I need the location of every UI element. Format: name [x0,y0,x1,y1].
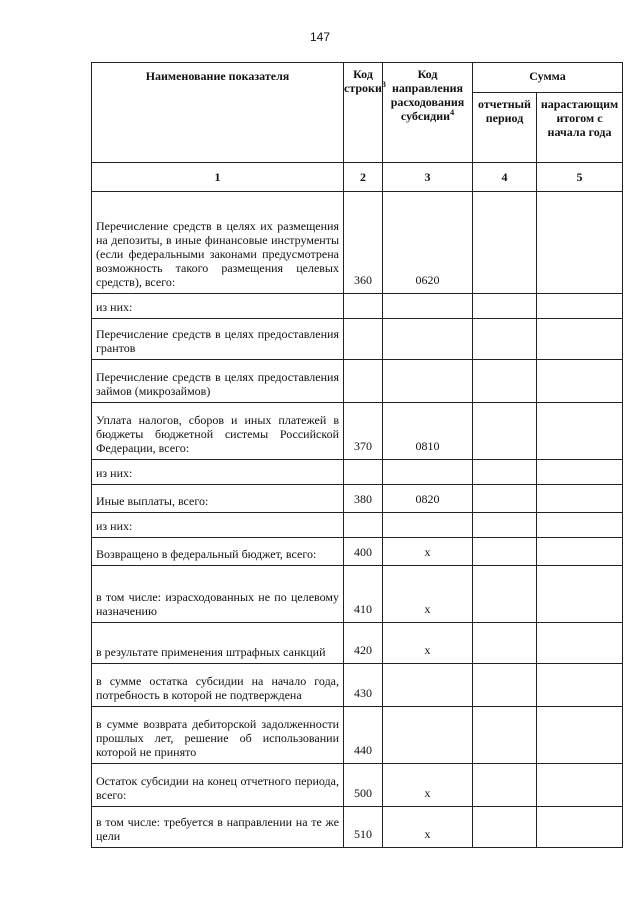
row-name: Перечисление средств в целях их размещения на депозиты, в иные финансовые инструменты (если федеральными законами предусмотрена возможность такого размещения целевых средств), всего: [92,192,344,294]
table-row [92,403,623,460]
row-name: Остаток субсидии на конец отчетного периода, всего: [92,764,344,807]
column-number: 3 [383,163,473,192]
row-code: 370 [344,403,383,460]
header-cumulative: нарастающим итогом с начала года [537,93,623,163]
table-row [92,764,623,807]
table-row [92,485,623,513]
column-number: 2 [344,163,383,192]
table-row [92,192,623,294]
header-row-code: Код строки$^3$ [344,63,383,163]
row-code: 420 [344,623,383,664]
row-code [344,460,383,485]
row-cumulative [537,294,623,319]
table-row [92,566,623,623]
row-direction-code: x [383,566,473,623]
row-code: 360 [344,192,383,294]
table-row [92,294,623,319]
row-code [344,360,383,403]
row-code: 400 [344,538,383,566]
row-cumulative [537,664,623,707]
row-code: 410 [344,566,383,623]
row-direction-code: x [383,807,473,848]
table-row [92,460,623,485]
column-number: 5 [537,163,623,192]
row-name: из них: [92,513,344,538]
header-reporting-period: отчетный период [473,93,537,163]
table-row [92,513,623,538]
table-row [92,807,623,848]
row-cumulative [537,403,623,460]
row-direction-code [383,664,473,707]
row-name: Уплата налогов, сборов и иных платежей в бюджеты бюджетной системы Российской Федерации, всего: [92,403,344,460]
row-reporting-period [473,460,537,485]
row-direction-code: 0810 [383,403,473,460]
column-numbers-row [92,163,623,192]
report-table [91,62,623,848]
row-cumulative [537,764,623,807]
row-reporting-period [473,764,537,807]
table-row [92,623,623,664]
footnote-marker: 3 [381,80,386,89]
row-code: 440 [344,707,383,764]
row-name: Перечисление средств в целях предоставления займов (микрозаймов) [92,360,344,403]
row-cumulative [537,538,623,566]
footnote-marker: 4 [450,108,455,117]
row-code: 510 [344,807,383,848]
row-name: в том числе: израсходованных не по целевому назначению [92,566,344,623]
table-row [92,664,623,707]
table-row [92,319,623,360]
row-direction-code: 0620 [383,192,473,294]
row-reporting-period [473,807,537,848]
row-reporting-period [473,538,537,566]
row-reporting-period [473,403,537,460]
row-reporting-period [473,192,537,294]
row-cumulative [537,623,623,664]
row-cumulative [537,513,623,538]
row-reporting-period [473,485,537,513]
table-row [92,538,623,566]
row-reporting-period [473,707,537,764]
header-name: Наименование показателя [92,63,344,163]
row-name: в сумме остатка субсидии на начало года, потребность в которой не подтверждена [92,664,344,707]
row-code: 500 [344,764,383,807]
row-reporting-period [473,566,537,623]
row-cumulative [537,566,623,623]
row-cumulative [537,807,623,848]
row-name: Перечисление средств в целях предоставления грантов [92,319,344,360]
row-reporting-period [473,664,537,707]
row-name: Иные выплаты, всего: [92,485,344,513]
page-number: 147 [309,30,331,44]
row-direction-code: x [383,764,473,807]
row-direction-code [383,460,473,485]
row-direction-code [383,294,473,319]
row-cumulative [537,360,623,403]
row-direction-code: 0820 [383,485,473,513]
row-direction-code [383,319,473,360]
row-direction-code [383,707,473,764]
table-row [92,360,623,403]
row-code [344,513,383,538]
row-reporting-period [473,623,537,664]
row-cumulative [537,707,623,764]
row-name: в результате применения штрафных санкций [92,623,344,664]
header-sum: Сумма [473,63,623,93]
table-row [92,707,623,764]
row-direction-code [383,513,473,538]
row-reporting-period [473,319,537,360]
row-reporting-period [473,513,537,538]
row-direction-code: x [383,623,473,664]
row-code: 430 [344,664,383,707]
row-name: из них: [92,294,344,319]
row-direction-code [383,360,473,403]
row-cumulative [537,460,623,485]
row-name: в том числе: требуется в направлении на те же цели [92,807,344,848]
row-code [344,294,383,319]
row-code: 380 [344,485,383,513]
row-code [344,319,383,360]
header-direction-code: Код направления расходования субсидии$^4$ [383,63,473,163]
column-number: 1 [92,163,344,192]
row-reporting-period [473,294,537,319]
row-cumulative [537,192,623,294]
row-name: Возвращено в федеральный бюджет, всего: [92,538,344,566]
row-cumulative [537,485,623,513]
column-number: 4 [473,163,537,192]
row-direction-code: x [383,538,473,566]
row-name: в сумме возврата дебиторской задолженности прошлых лет, решение об использовании которой не принято [92,707,344,764]
row-cumulative [537,319,623,360]
row-name: из них: [92,460,344,485]
row-reporting-period [473,360,537,403]
